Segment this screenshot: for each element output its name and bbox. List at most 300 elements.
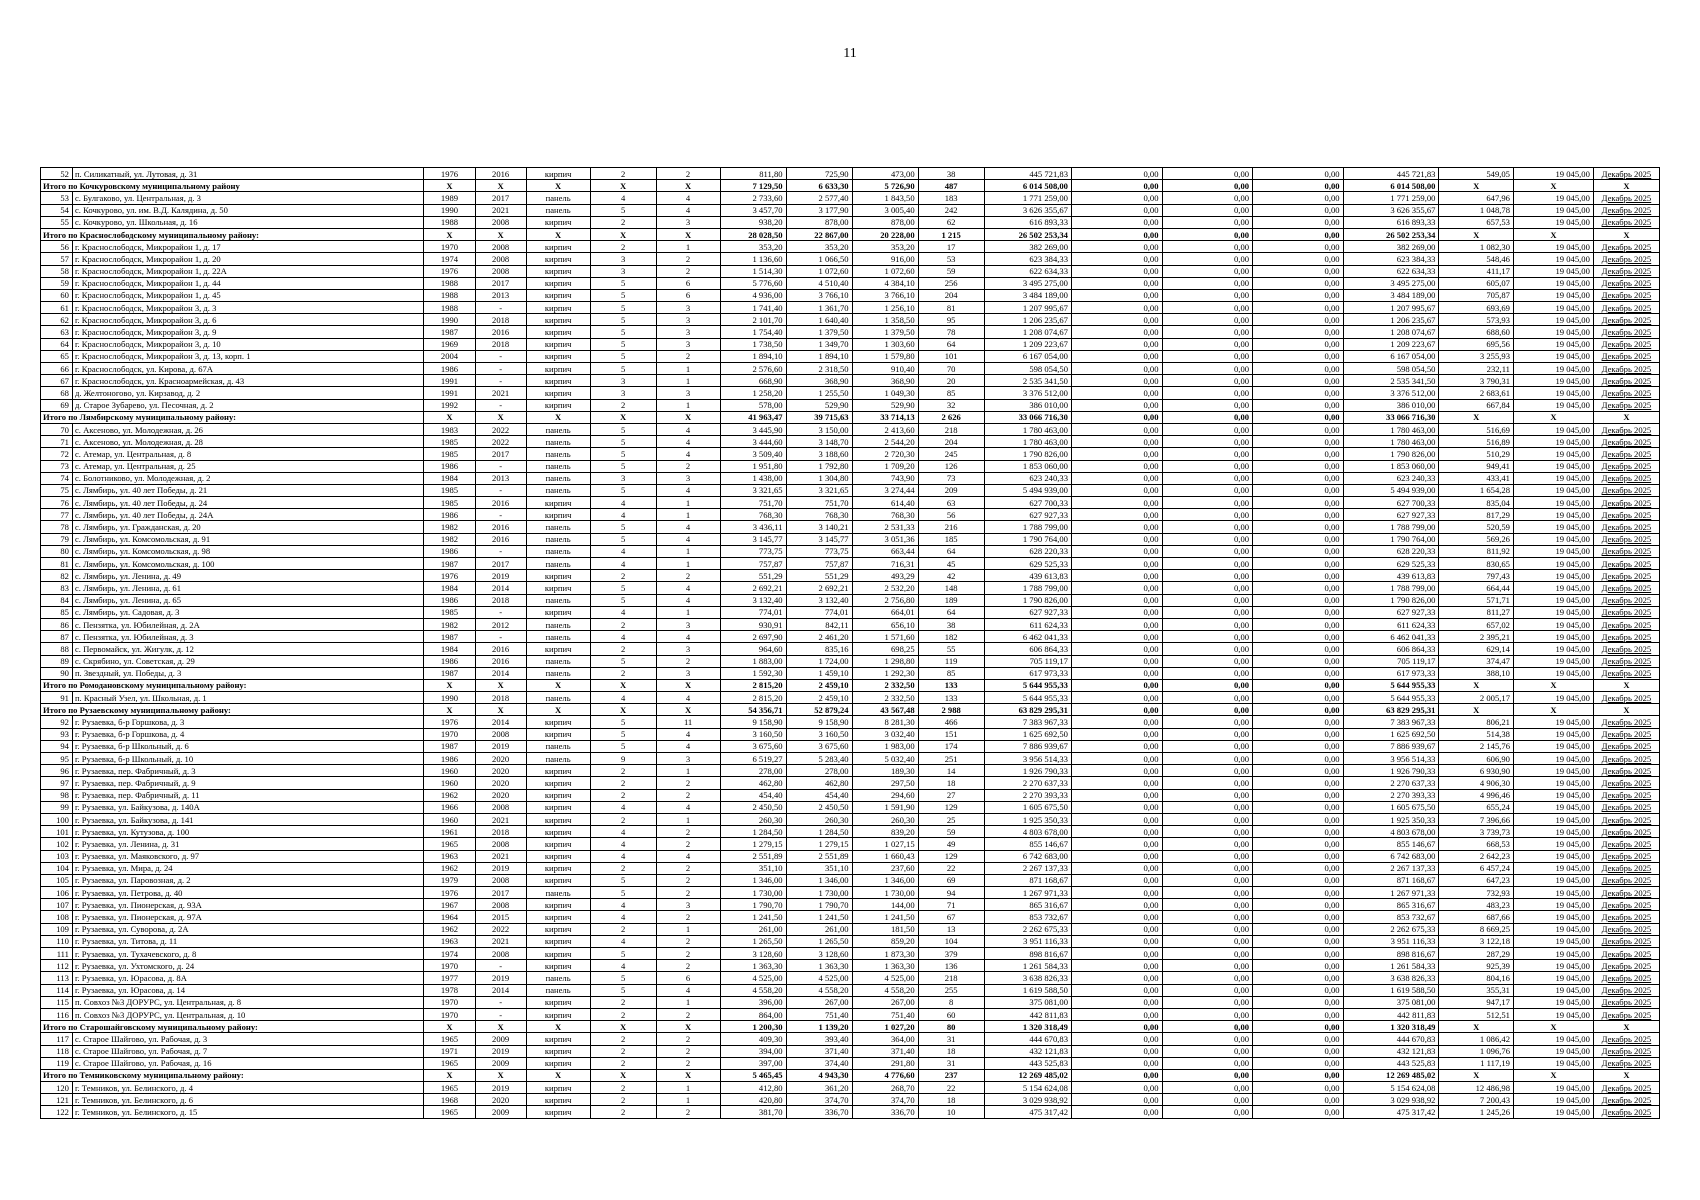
deadline-cell: Декабрь 2025: [1593, 716, 1659, 728]
address-cell: с. Атемар, ул. Центральная, д. 25: [72, 460, 423, 472]
year-last-repair-cell: -: [475, 996, 526, 1008]
total-area-cell: 2 450,50: [720, 801, 786, 813]
cost-regional-cell: 0,00: [1162, 497, 1253, 509]
subtotal-max-cost-per-sqm-cell: X: [1513, 411, 1593, 423]
total-area-cell: 2 576,60: [720, 363, 786, 375]
row-number: 121: [41, 1094, 73, 1106]
row-number: 113: [41, 972, 73, 984]
cost-local-cell: 0,00: [1253, 338, 1344, 350]
wall-material-cell: кирпич: [526, 801, 590, 813]
entrances-cell: 2: [656, 253, 720, 265]
wall-material-cell: кирпич: [526, 1045, 590, 1057]
area-premises-cell: 768,30: [786, 509, 852, 521]
district-subtotal-row: [41, 180, 1660, 192]
cost-regional-cell: 0,00: [1162, 289, 1253, 301]
entrances-cell: 2: [656, 1106, 720, 1118]
residents-cell: 55: [918, 643, 984, 655]
floors-cell: 5: [590, 314, 656, 326]
area-residential-cell: 3 051,36: [852, 533, 918, 545]
wall-material-cell: кирпич: [526, 923, 590, 935]
deadline-cell: Декабрь 2025: [1593, 655, 1659, 667]
entrances-cell: 3: [656, 326, 720, 338]
subtotal-area-residential-cell: 33 714,13: [852, 411, 918, 423]
wall-material-cell: кирпич: [526, 338, 590, 350]
floors-cell: 2: [590, 1106, 656, 1118]
row-number: 61: [41, 302, 73, 314]
cost-regional-cell: 0,00: [1162, 387, 1253, 399]
row-number: 95: [41, 753, 73, 765]
floors-cell: 2: [590, 765, 656, 777]
cost-local-cell: 0,00: [1253, 192, 1344, 204]
subtotal-max-cost-per-sqm-cell: X: [1513, 228, 1593, 240]
cost-regional-cell: 0,00: [1162, 1082, 1253, 1094]
cost-federal-cell: 0,00: [1071, 1008, 1162, 1020]
wall-material-cell: кирпич: [526, 1033, 590, 1045]
cost-total-cell: 2 535 341,50: [984, 375, 1071, 387]
floors-cell: 2: [590, 1008, 656, 1020]
year-last-repair-cell: 2016: [475, 497, 526, 509]
building-row: [41, 655, 1660, 667]
area-residential-cell: 751,40: [852, 1008, 918, 1020]
residents-cell: 101: [918, 350, 984, 362]
total-area-cell: 938,20: [720, 216, 786, 228]
cost-federal-cell: 0,00: [1071, 1057, 1162, 1069]
floors-cell: 5: [590, 460, 656, 472]
total-area-cell: 397,00: [720, 1057, 786, 1069]
cost-federal-cell: 0,00: [1071, 1094, 1162, 1106]
floors-cell: 5: [590, 728, 656, 740]
address-cell: с. Лямбирь, ул. Ленина, д. 49: [72, 570, 423, 582]
max-cost-per-sqm-cell: 19 045,00: [1513, 765, 1593, 777]
deadline-cell: Декабрь 2025: [1593, 436, 1659, 448]
year-last-repair-cell: 2019: [475, 972, 526, 984]
area-premises-cell: 1 724,00: [786, 655, 852, 667]
residents-cell: 104: [918, 935, 984, 947]
cost-local-cell: 0,00: [1253, 948, 1344, 960]
cost-regional-cell: 0,00: [1162, 570, 1253, 582]
area-residential-cell: 144,00: [852, 899, 918, 911]
cost-owners-cell: 1 619 588,50: [1343, 984, 1439, 996]
cost-owners-cell: 855 146,67: [1343, 838, 1439, 850]
year-built-cell: 1985: [424, 436, 475, 448]
cost-local-cell: 0,00: [1253, 253, 1344, 265]
year-last-repair-cell: 2014: [475, 716, 526, 728]
cost-owners-cell: 1 788 799,00: [1343, 582, 1439, 594]
cost-local-cell: 0,00: [1253, 753, 1344, 765]
wall-material-cell: кирпич: [526, 911, 590, 923]
cost-per-sqm-cell: 520,59: [1439, 521, 1514, 533]
area-residential-cell: 353,20: [852, 241, 918, 253]
deadline-cell: Декабрь 2025: [1593, 631, 1659, 643]
row-number: 63: [41, 326, 73, 338]
residents-cell: 209: [918, 484, 984, 496]
residents-cell: 64: [918, 338, 984, 350]
building-row: [41, 923, 1660, 935]
cost-federal-cell: 0,00: [1071, 277, 1162, 289]
subtotal-area-premises-cell: 52 879,24: [786, 704, 852, 716]
cost-total-cell: 6 742 683,00: [984, 850, 1071, 862]
year-last-repair-cell: 2008: [475, 874, 526, 886]
area-premises-cell: 1 792,80: [786, 460, 852, 472]
cost-per-sqm-cell: 606,90: [1439, 753, 1514, 765]
year-last-repair-cell: -: [475, 960, 526, 972]
address-cell: г. Темников, ул. Белинского, д. 15: [72, 1106, 423, 1118]
row-number: 73: [41, 460, 73, 472]
year-built-cell: 1974: [424, 253, 475, 265]
cost-local-cell: 0,00: [1253, 643, 1344, 655]
row-number: 76: [41, 497, 73, 509]
wall-material-cell: кирпич: [526, 874, 590, 886]
cost-per-sqm-cell: 483,23: [1439, 899, 1514, 911]
page-number: 11: [843, 46, 857, 61]
cost-owners-cell: 2 262 675,33: [1343, 923, 1439, 935]
cost-per-sqm-cell: 1 086,42: [1439, 1033, 1514, 1045]
building-row: [41, 1094, 1660, 1106]
year-built-cell: 1988: [424, 302, 475, 314]
cost-regional-cell: 0,00: [1162, 960, 1253, 972]
address-cell: г. Рузаевка, ул. Кутузова, д. 100: [72, 826, 423, 838]
cost-owners-cell: 4 803 678,00: [1343, 826, 1439, 838]
subtotal-total-area-cell: 54 356,71: [720, 704, 786, 716]
cost-regional-cell: 0,00: [1162, 350, 1253, 362]
subtotal-title: Итого по Кочкуровскому муниципальному району: [41, 180, 424, 192]
year-last-repair-cell: 2022: [475, 436, 526, 448]
total-area-cell: 3 445,90: [720, 423, 786, 435]
entrances-cell: 3: [656, 753, 720, 765]
area-premises-cell: 371,40: [786, 1045, 852, 1057]
area-premises-cell: 368,90: [786, 375, 852, 387]
cost-federal-cell: 0,00: [1071, 899, 1162, 911]
year-last-repair-cell: 2022: [475, 923, 526, 935]
cost-per-sqm-cell: 811,27: [1439, 606, 1514, 618]
row-number: 72: [41, 448, 73, 460]
wall-material-cell: панель: [526, 204, 590, 216]
year-built-cell: 1965: [424, 838, 475, 850]
area-residential-cell: 297,50: [852, 777, 918, 789]
total-area-cell: 261,00: [720, 923, 786, 935]
residents-cell: 60: [918, 1008, 984, 1020]
year-built-cell: 1991: [424, 375, 475, 387]
row-number: 93: [41, 728, 73, 740]
deadline-cell: Декабрь 2025: [1593, 692, 1659, 704]
cost-total-cell: 1 780 463,00: [984, 423, 1071, 435]
residents-cell: 56: [918, 509, 984, 521]
cost-local-cell: 0,00: [1253, 765, 1344, 777]
total-area-cell: 1 592,30: [720, 667, 786, 679]
row-number: 81: [41, 558, 73, 570]
max-cost-per-sqm-cell: 19 045,00: [1513, 423, 1593, 435]
cost-per-sqm-cell: 12 486,98: [1439, 1082, 1514, 1094]
cost-federal-cell: 0,00: [1071, 753, 1162, 765]
residents-cell: 62: [918, 216, 984, 228]
total-area-cell: 396,00: [720, 996, 786, 1008]
cost-regional-cell: 0,00: [1162, 899, 1253, 911]
max-cost-per-sqm-cell: 19 045,00: [1513, 960, 1593, 972]
cost-owners-cell: 1 790 826,00: [1343, 448, 1439, 460]
subtotal-floors-cell: X: [590, 704, 656, 716]
max-cost-per-sqm-cell: 19 045,00: [1513, 1045, 1593, 1057]
area-residential-cell: 2 544,20: [852, 436, 918, 448]
cost-regional-cell: 0,00: [1162, 533, 1253, 545]
row-number: 67: [41, 375, 73, 387]
cost-owners-cell: 3 638 826,33: [1343, 972, 1439, 984]
subtotal-cost-per-sqm-cell: X: [1439, 679, 1514, 691]
total-area-cell: 1 738,50: [720, 338, 786, 350]
floors-cell: 3: [590, 472, 656, 484]
cost-total-cell: 3 376 512,00: [984, 387, 1071, 399]
row-number: 80: [41, 545, 73, 557]
year-built-cell: 1969: [424, 338, 475, 350]
cost-federal-cell: 0,00: [1071, 314, 1162, 326]
deadline-cell: Декабрь 2025: [1593, 375, 1659, 387]
floors-cell: 4: [590, 631, 656, 643]
year-last-repair-cell: 2016: [475, 326, 526, 338]
cost-local-cell: 0,00: [1253, 801, 1344, 813]
subtotal-cost-owners-cell: 33 066 716,30: [1343, 411, 1439, 423]
entrances-cell: 3: [656, 216, 720, 228]
cost-total-cell: 623 384,33: [984, 253, 1071, 265]
cost-owners-cell: 7 383 967,33: [1343, 716, 1439, 728]
residents-cell: 49: [918, 838, 984, 850]
building-row: [41, 984, 1660, 996]
cost-per-sqm-cell: 4 906,30: [1439, 777, 1514, 789]
cost-federal-cell: 0,00: [1071, 789, 1162, 801]
cost-per-sqm-cell: 693,69: [1439, 302, 1514, 314]
entrances-cell: 2: [656, 570, 720, 582]
subtotal-area-residential-cell: 43 567,48: [852, 704, 918, 716]
wall-material-cell: панель: [526, 460, 590, 472]
row-number: 106: [41, 887, 73, 899]
building-row: [41, 1082, 1660, 1094]
year-last-repair-cell: 2020: [475, 753, 526, 765]
max-cost-per-sqm-cell: 19 045,00: [1513, 387, 1593, 399]
entrances-cell: 2: [656, 948, 720, 960]
subtotal-area-premises-cell: 1 139,20: [786, 1021, 852, 1033]
year-built-cell: 1986: [424, 545, 475, 557]
cost-per-sqm-cell: 657,02: [1439, 618, 1514, 630]
cost-local-cell: 0,00: [1253, 862, 1344, 874]
year-last-repair-cell: 2019: [475, 1045, 526, 1057]
year-built-cell: 1965: [424, 1033, 475, 1045]
cost-owners-cell: 1 853 060,00: [1343, 460, 1439, 472]
max-cost-per-sqm-cell: 19 045,00: [1513, 643, 1593, 655]
cost-total-cell: 7 886 939,67: [984, 740, 1071, 752]
entrances-cell: 3: [656, 618, 720, 630]
area-premises-cell: 1 459,10: [786, 667, 852, 679]
subtotal-cost-local-cell: 0,00: [1253, 180, 1344, 192]
floors-cell: 5: [590, 436, 656, 448]
total-area-cell: 3 321,65: [720, 484, 786, 496]
subtotal-cost-local-cell: 0,00: [1253, 411, 1344, 423]
wall-material-cell: кирпич: [526, 363, 590, 375]
cost-federal-cell: 0,00: [1071, 436, 1162, 448]
residents-cell: 38: [918, 618, 984, 630]
cost-federal-cell: 0,00: [1071, 777, 1162, 789]
cost-regional-cell: 0,00: [1162, 241, 1253, 253]
deadline-cell: Декабрь 2025: [1593, 289, 1659, 301]
cost-regional-cell: 0,00: [1162, 972, 1253, 984]
residents-cell: 67: [918, 911, 984, 923]
max-cost-per-sqm-cell: 19 045,00: [1513, 606, 1593, 618]
area-residential-cell: 260,30: [852, 813, 918, 825]
cost-federal-cell: 0,00: [1071, 935, 1162, 947]
cost-federal-cell: 0,00: [1071, 289, 1162, 301]
building-row: [41, 509, 1660, 521]
cost-local-cell: 0,00: [1253, 509, 1344, 521]
residents-cell: 22: [918, 862, 984, 874]
row-number: 96: [41, 765, 73, 777]
cost-local-cell: 0,00: [1253, 545, 1344, 557]
cost-total-cell: 1 208 074,67: [984, 326, 1071, 338]
entrances-cell: 3: [656, 667, 720, 679]
area-residential-cell: 1 379,50: [852, 326, 918, 338]
entrances-cell: 2: [656, 460, 720, 472]
max-cost-per-sqm-cell: 19 045,00: [1513, 509, 1593, 521]
subtotal-wall-material-cell: X: [526, 1069, 590, 1081]
area-residential-cell: 371,40: [852, 1045, 918, 1057]
max-cost-per-sqm-cell: 19 045,00: [1513, 618, 1593, 630]
subtotal-cost-regional-cell: 0,00: [1162, 411, 1253, 423]
wall-material-cell: кирпич: [526, 265, 590, 277]
area-residential-cell: 3 005,40: [852, 204, 918, 216]
subtotal-total-area-cell: 28 028,50: [720, 228, 786, 240]
area-premises-cell: 1 790,70: [786, 899, 852, 911]
area-residential-cell: 336,70: [852, 1106, 918, 1118]
cost-total-cell: 1 790 764,00: [984, 533, 1071, 545]
address-cell: г. Рузаевка, б-р Школьный, д. 6: [72, 740, 423, 752]
year-built-cell: 1976: [424, 570, 475, 582]
cost-total-cell: 627 700,33: [984, 497, 1071, 509]
year-last-repair-cell: 2008: [475, 216, 526, 228]
max-cost-per-sqm-cell: 19 045,00: [1513, 777, 1593, 789]
wall-material-cell: панель: [526, 753, 590, 765]
year-last-repair-cell: 2016: [475, 521, 526, 533]
residents-cell: 182: [918, 631, 984, 643]
year-built-cell: 1987: [424, 740, 475, 752]
cost-per-sqm-cell: 647,23: [1439, 874, 1514, 886]
entrances-cell: 6: [656, 972, 720, 984]
deadline-cell: Декабрь 2025: [1593, 996, 1659, 1008]
max-cost-per-sqm-cell: 19 045,00: [1513, 899, 1593, 911]
area-residential-cell: 3 032,40: [852, 728, 918, 740]
cost-regional-cell: 0,00: [1162, 448, 1253, 460]
address-cell: г. Краснослободск, ул. Кирова, д. 67А: [72, 363, 423, 375]
area-residential-cell: 1 292,30: [852, 667, 918, 679]
floors-cell: 4: [590, 911, 656, 923]
cost-owners-cell: 611 624,33: [1343, 618, 1439, 630]
deadline-cell: Декабрь 2025: [1593, 484, 1659, 496]
wall-material-cell: панель: [526, 521, 590, 533]
max-cost-per-sqm-cell: 19 045,00: [1513, 874, 1593, 886]
subtotal-cost-per-sqm-cell: X: [1439, 180, 1514, 192]
cost-local-cell: 0,00: [1253, 1106, 1344, 1118]
cost-owners-cell: 382 269,00: [1343, 241, 1439, 253]
floors-cell: 4: [590, 509, 656, 521]
area-residential-cell: 1 730,00: [852, 887, 918, 899]
year-last-repair-cell: 2016: [475, 655, 526, 667]
address-cell: г. Рузаевка, б-р Горшкова, д. 4: [72, 728, 423, 740]
row-number: 79: [41, 533, 73, 545]
area-residential-cell: 1 660,43: [852, 850, 918, 862]
wall-material-cell: кирпич: [526, 765, 590, 777]
entrances-cell: 2: [656, 789, 720, 801]
cost-local-cell: 0,00: [1253, 472, 1344, 484]
max-cost-per-sqm-cell: 19 045,00: [1513, 972, 1593, 984]
cost-owners-cell: 5 494 939,00: [1343, 484, 1439, 496]
cost-federal-cell: 0,00: [1071, 350, 1162, 362]
cost-regional-cell: 0,00: [1162, 594, 1253, 606]
residents-cell: 78: [918, 326, 984, 338]
entrances-cell: 4: [656, 436, 720, 448]
subtotal-cost-per-sqm-cell: X: [1439, 228, 1514, 240]
year-last-repair-cell: 2017: [475, 558, 526, 570]
year-last-repair-cell: 2021: [475, 850, 526, 862]
cost-total-cell: 1 790 826,00: [984, 594, 1071, 606]
cost-total-cell: 5 154 624,08: [984, 1082, 1071, 1094]
entrances-cell: 6: [656, 289, 720, 301]
subtotal-area-residential-cell: 2 332,50: [852, 679, 918, 691]
cost-regional-cell: 0,00: [1162, 582, 1253, 594]
area-premises-cell: 351,10: [786, 862, 852, 874]
address-cell: п. Силикатный, ул. Лутовая, д. 31: [72, 168, 423, 180]
cost-federal-cell: 0,00: [1071, 521, 1162, 533]
deadline-cell: Декабрь 2025: [1593, 728, 1659, 740]
floors-cell: 4: [590, 545, 656, 557]
address-cell: г. Рузаевка, ул. Маяковского, д. 97: [72, 850, 423, 862]
cost-local-cell: 0,00: [1253, 984, 1344, 996]
residents-cell: 94: [918, 887, 984, 899]
floors-cell: 5: [590, 533, 656, 545]
cost-owners-cell: 1 790 764,00: [1343, 533, 1439, 545]
total-area-cell: 1 258,20: [720, 387, 786, 399]
total-area-cell: 2 692,21: [720, 582, 786, 594]
subtotal-cost-owners-cell: 6 014 508,00: [1343, 180, 1439, 192]
year-last-repair-cell: 2009: [475, 1057, 526, 1069]
entrances-cell: 3: [656, 472, 720, 484]
total-area-cell: 551,29: [720, 570, 786, 582]
building-row: [41, 911, 1660, 923]
area-residential-cell: 3 274,44: [852, 484, 918, 496]
total-area-cell: 2 101,70: [720, 314, 786, 326]
floors-cell: 5: [590, 423, 656, 435]
cost-regional-cell: 0,00: [1162, 460, 1253, 472]
row-number: 60: [41, 289, 73, 301]
cost-federal-cell: 0,00: [1071, 911, 1162, 923]
residents-cell: 174: [918, 740, 984, 752]
cost-owners-cell: 3 495 275,00: [1343, 277, 1439, 289]
building-row: [41, 350, 1660, 362]
year-last-repair-cell: 2017: [475, 277, 526, 289]
subtotal-area-residential-cell: 1 027,20: [852, 1021, 918, 1033]
entrances-cell: 4: [656, 850, 720, 862]
subtotal-total-area-cell: 2 815,20: [720, 679, 786, 691]
area-residential-cell: 664,01: [852, 606, 918, 618]
max-cost-per-sqm-cell: 19 045,00: [1513, 472, 1593, 484]
cost-federal-cell: 0,00: [1071, 765, 1162, 777]
residents-cell: 183: [918, 192, 984, 204]
entrances-cell: 2: [656, 1045, 720, 1057]
cost-local-cell: 0,00: [1253, 521, 1344, 533]
subtotal-deadline-cell: X: [1593, 228, 1659, 240]
cost-per-sqm-cell: 797,43: [1439, 570, 1514, 582]
address-cell: г. Краснослободск, Микрорайон 1, д. 20: [72, 253, 423, 265]
wall-material-cell: панель: [526, 667, 590, 679]
cost-owners-cell: 432 121,83: [1343, 1045, 1439, 1057]
cost-owners-cell: 443 525,83: [1343, 1057, 1439, 1069]
floors-cell: 2: [590, 789, 656, 801]
cost-total-cell: 432 121,83: [984, 1045, 1071, 1057]
subtotal-deadline-cell: X: [1593, 180, 1659, 192]
